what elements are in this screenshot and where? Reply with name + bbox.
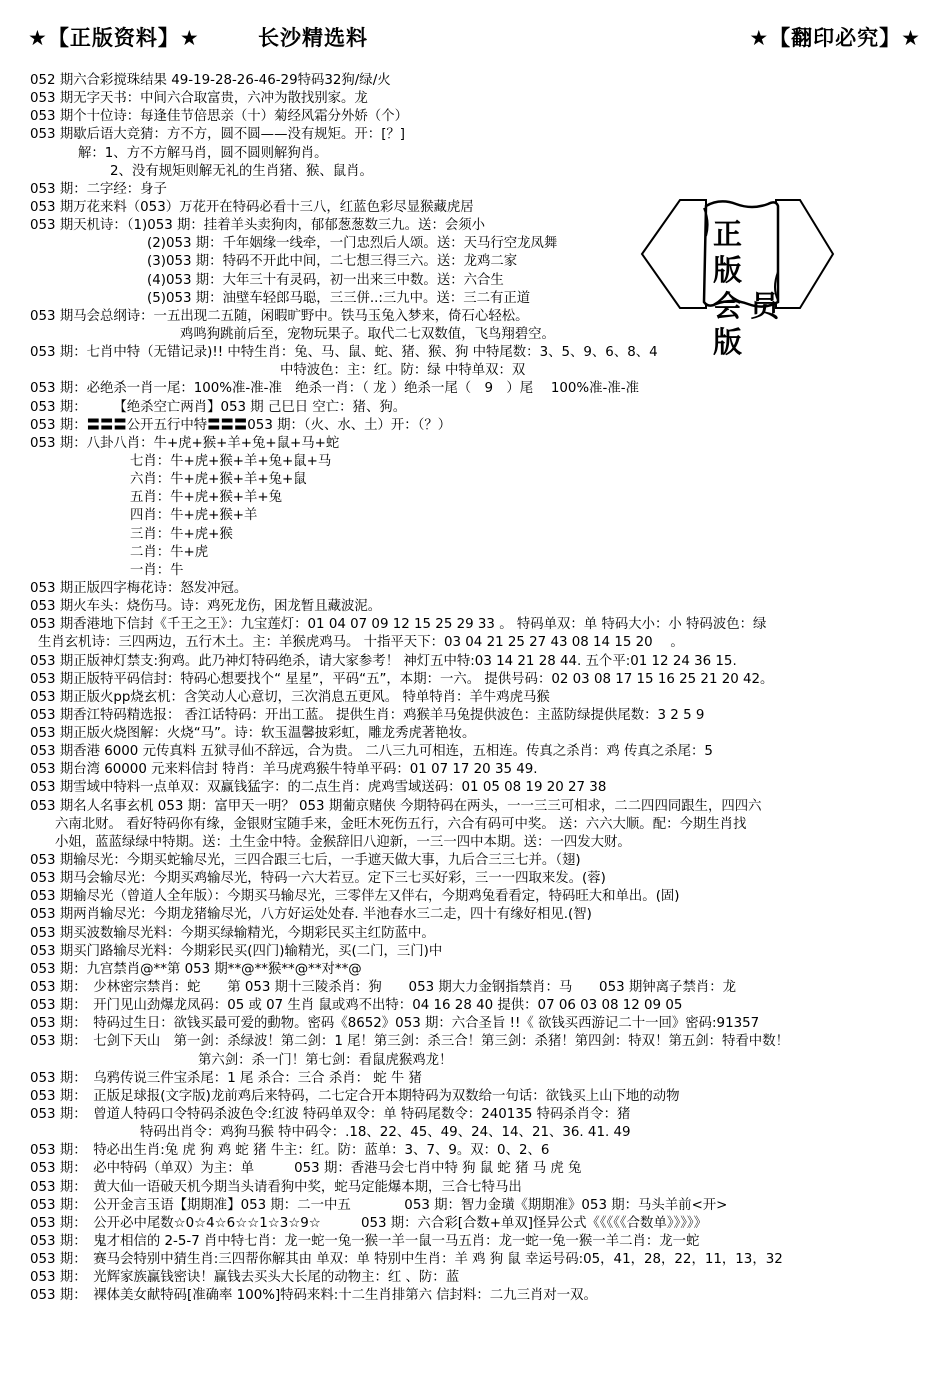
text-line-content: 053 期： 开门见山劲爆龙凤码：05 或 07 生肖 鼠或鸡不出特：04 16 28 40 提供：07 06 03 08 12 09 05: [30, 998, 683, 1014]
text-line-content: 053 期： 【绝杀空亡两肖】053 期 己巳日 空亡：猪、狗。: [30, 399, 407, 415]
text-line-content: 五肖：牛+虎+猴+羊+兔: [130, 490, 283, 506]
text-line-content: 二肖：牛+虎: [130, 544, 209, 560]
text-line: [30, 290, 930, 308]
text-line: [30, 380, 930, 398]
text-line-content: (4)053 期：大年三十有灵码，初一出来三中数。送：六合生: [147, 272, 504, 288]
text-line-content: 2、没有规矩则解无礼的生肖猪、猴、鼠肖。: [110, 163, 373, 179]
text-line-content: 053 期： 曾道人特码口令特码杀波色令:红波 特码单双令：单 特码尾数令：240135 特码杀肖令：猪: [30, 1107, 631, 1123]
text-line: [30, 544, 930, 562]
text-line-content: 053 期马会输尽光：今期买鸡输尽光，特码一六大若豆。定下三七买好彩，三一一四取来发。(蓉): [30, 871, 606, 887]
text-line-content: 053 期： 少林密宗禁肖：蛇 第 053 期十三陵杀肖：狗 053 期大力金钢指禁肖：马 053 期钟离子禁肖：龙: [30, 980, 737, 996]
text-line: [30, 870, 930, 888]
text-line-content: (3)053 期：特码不开此中间，二七想三得三六。送：龙鸡二家: [147, 254, 518, 270]
text-line: [30, 126, 930, 144]
text-line: [30, 906, 930, 924]
text-line: [30, 235, 930, 253]
text-line: [30, 707, 930, 725]
text-line: [30, 526, 930, 544]
text-line: [30, 852, 930, 870]
text-line: [30, 326, 930, 344]
text-line-content: 053 期：必绝杀一肖一尾：100%准-准-准 绝杀一肖：（ 龙 ）绝杀一尾（ 9 ）尾 100%准-准-准: [30, 381, 639, 397]
text-line-content: 053 期： 裸体美女献特码[准确率 100%]特码来料:十二生肖排第六 信封料：二九三肖对一双。: [30, 1288, 597, 1304]
text-line-content: 053 期： 光辉家族赢钱密诀！赢钱去买头大长尾的动物主：红 、防：蓝: [30, 1270, 460, 1286]
text-line: [30, 671, 930, 689]
text-line-content: 053 期香江特码精选报： 香江话特码：开出工蓝。 提供生肖：鸡猴羊马兔提供波色：主蓝防绿提供尾数：3 2 5 9: [30, 707, 705, 723]
header-left: ★【正版资料】★: [28, 26, 200, 50]
text-line: [30, 1215, 930, 1233]
text-line: [30, 199, 930, 217]
text-line-content: 053 期两肖输尽光：今期龙猪输尽光，八方好运处处春. 半池春水三二走，四十有缘好相见.(智): [30, 907, 592, 923]
text-line: [30, 689, 930, 707]
text-line: [30, 1160, 930, 1178]
text-line: [30, 580, 930, 598]
text-line: [30, 108, 930, 126]
text-line-content: 鸡鸣狗跳前后至，宠物玩果子。取代二七双数值，飞鸟翔碧空。: [180, 326, 555, 342]
text-line: [30, 779, 930, 797]
text-line-content: 053 期正版四字梅花诗：怒发冲冠。: [30, 580, 248, 596]
text-line: [30, 598, 930, 616]
page-title: 长沙精选料: [258, 26, 368, 50]
text-line-content: 六肖：牛+虎+猴+羊+兔+鼠: [130, 472, 307, 488]
text-line: [30, 616, 930, 634]
text-line: [30, 979, 930, 997]
text-line-content: 053 期： 乌鸦传说三件宝杀尾：1 尾 杀合：三合 杀肖： 蛇 牛 猪: [30, 1070, 422, 1086]
text-line: [30, 1124, 930, 1142]
text-line-content: 053 期： 公开金言玉语【期期准】053 期：二一中五 053 期：智力金璜《期期准》053 期：马头羊前<开>: [30, 1197, 728, 1213]
text-line-content: 第六剑：杀一门！第七剑：看鼠虎猴鸡龙！: [198, 1052, 453, 1068]
text-line-content: 三肖：牛+虎+猴: [130, 526, 233, 542]
text-line: [30, 1070, 930, 1088]
text-line-content: 053 期万花来料（053）万花开在特码必看十三八，红蓝色彩尽显猴藏虎居: [30, 199, 474, 215]
text-line-content: 六南北财。 看好特码你有缘，金银财宝随手来，金旺木死伤五行，六合有码可中奖。 送：六六大顺。配：今期生肖找: [55, 816, 747, 832]
header-right: ★【翻印必究】★: [749, 26, 921, 50]
text-line-content: 053 期： 特必出生肖:兔 虎 狗 鸡 蛇 猪 牛主：红。防：蓝单：3、7、9。双：0、2、6: [30, 1143, 550, 1159]
text-line-content: 053 期： 鬼才相信的 2-5-7 肖中特七肖：龙一蛇一兔一猴一羊一鼠一马五肖：龙一蛇一兔一猴一羊二肖：龙一蛇: [30, 1234, 700, 1249]
text-line: [30, 163, 930, 181]
text-line-content: (2)053 期：千年姻缘一线牵，一门忠烈后人颂。送：天马行空龙凤舞: [147, 236, 558, 252]
badge-line-1: 正 版: [713, 217, 751, 287]
text-line: [30, 634, 930, 652]
text-line-content: 053 期台湾 60000 元来料信封 特肖：羊马虎鸡猴牛特单平码：01 07 17 20 35 49.: [30, 762, 538, 778]
text-line: [30, 217, 930, 235]
text-line: [30, 1015, 930, 1033]
text-line-content: 053 期： 赛马会特别中猜生肖:三四帮你解其由 单双：单 特别中生肖：羊 鸡 狗 鼠 幸运号码:05，41，28，22，11，13，32: [30, 1252, 783, 1268]
text-line-content: 解：1、方不方解马肖，圆不圆则解狗肖。: [78, 145, 328, 161]
text-line-content: 053 期香港地下信封《千王之王》：九宝莲灯：01 04 07 09 12 15 25 29 33 。 特码单双：单 特码大小：小 特码波色：绿: [30, 617, 767, 633]
text-line-content: 053 期买门路输尽光料：今期彩民买(四门)输精光，买(二门，三门)中: [30, 943, 443, 959]
text-line-content: (5)053 期：油壁车轻郎马聪，三三併..:三九中。送：三二有正道: [147, 290, 531, 306]
text-line-content: 053 期输尽光：今期买蛇输尽光，三四合跟三七后，一手遮天做大事，九后合三三七并。（翅): [30, 853, 581, 869]
text-line-content: 053 期： 公开必中尾数☆0☆4☆6☆☆1☆3☆9☆ 053 期：六合彩[合数+单双]怪异公式《《《《《合数单》》》》》: [30, 1215, 707, 1231]
text-line: [30, 1106, 930, 1124]
text-line: [30, 1251, 930, 1269]
text-line-content: 053 期歇后语大竞猜：方不方，圆不圆——没有规矩。开：[？]: [30, 127, 406, 143]
text-line-content: 053 期火车头：烧伤马。诗：鸡死龙伤，困龙暂且藏波泥。: [30, 599, 382, 615]
text-line-content: 生肖玄机诗：三四两边，五行木土。主：羊猴虎鸡马。 十指平天下：03 04 21 25 27 43 08 14 15 20 。: [38, 635, 684, 651]
text-line-content: 053 期：〓〓〓公开五行中特〓〓〓053 期：（火、水、土）开：（？）: [30, 417, 452, 433]
text-line: [30, 761, 930, 779]
text-line: [30, 471, 930, 489]
text-line: [30, 145, 930, 163]
text-line: [30, 489, 930, 507]
text-line-content: 053 期正版火烧图解：火烧“马”。诗：软玉温馨披彩虹，雕龙秀虎著艳妆。: [30, 726, 476, 742]
text-line-content: 一肖：牛: [130, 562, 184, 578]
text-line: [30, 834, 930, 852]
text-line-content: 053 期： 正版足球报(文字版)龙前鸡后来特码，二七定合开本期特码为双数给一句话：欲钱买上山下地的动物: [30, 1088, 680, 1104]
text-line: [30, 743, 930, 761]
text-line-content: 中特波色：主：红。防：绿 中特单双：双: [280, 363, 526, 379]
text-line: [30, 1179, 930, 1197]
text-line: [30, 253, 930, 271]
text-line-content: 053 期马会总纲诗：一五出现二五随，闲暇旷野中。铁马玉兔入梦来，倚石心轻松。: [30, 308, 529, 324]
text-line: [30, 1033, 930, 1051]
text-line: [30, 943, 930, 961]
text-line: [30, 798, 930, 816]
text-line: [30, 925, 930, 943]
text-line: [30, 435, 930, 453]
text-line-content: 053 期香港 6000 元传真料 五狱寻仙不辞远，合为贵。 二八三九可相连，五相连。传真之杀肖：鸡 传真之杀尾：5: [30, 744, 713, 760]
text-line-content: 053 期买波数输尽光料：今期买绿输精光，今期彩民买主红防蓝中。: [30, 925, 435, 941]
text-line-content: 053 期名人名事玄机 053 期：富甲天一明？ 053 期葡京赌侠 今期特码在两头，一一三三可相求，二二四四同跟生，四四六: [30, 798, 762, 814]
text-line: [30, 1142, 930, 1160]
text-line: [30, 1233, 930, 1251]
text-line-content: 053 期：八卦八肖：牛+虎+猴+羊+兔+鼠+马+蛇: [30, 435, 340, 451]
text-line: [30, 453, 930, 471]
text-line: [30, 1287, 930, 1305]
text-line: [30, 961, 930, 979]
text-line-content: 053 期：二字经：身子: [30, 181, 167, 197]
text-line: [30, 417, 930, 435]
text-line: [30, 653, 930, 671]
text-line: [30, 362, 930, 380]
text-line: [30, 507, 930, 525]
text-line-content: 053 期个十位诗：每逢佳节倍思亲（十）菊经风霜分外娇（个）: [30, 109, 408, 125]
text-line-content: 053 期： 黄大仙一语破天机今期当头请看狗中奖，蛇马定能爆本期，三合七特马出: [30, 1179, 522, 1195]
text-line-content: 053 期雪域中特料一点单双：双赢钱猛字：的二点生肖：虎鸡雪域送码：01 05 08 19 20 27 38: [30, 780, 607, 796]
text-line-content: 053 期： 必中特码（单双）为主：单 053 期：香港马会七肖中特 狗 鼠 蛇 猪 马 虎 兔: [30, 1161, 582, 1177]
text-line-content: 052 期六合彩搅珠结果 49-19-28-26-46-29特码32狗/绿/火: [30, 73, 391, 88]
text-line: [30, 1088, 930, 1106]
text-line-content: 四肖：牛+虎+猴+羊: [130, 508, 258, 524]
text-line-content: 053 期正版神灯禁支:狗鸡。此乃神灯特码绝杀，请大家参考！ 神灯五中特:03 14 21 28 44. 五个平:01 12 24 36 15.: [30, 653, 737, 669]
text-line-content: 053 期：九宫禁肖@**第 053 期**@**猴**@**对**@: [30, 961, 362, 977]
text-line-content: 053 期： 特码过生日：欲钱买最可爱的動物。密码《8652》053 期：六合圣旨 !!《 欲钱买西游记二十一回》密码:91357: [30, 1016, 760, 1032]
text-line: [30, 272, 930, 290]
text-line: [30, 399, 930, 417]
text-line: [30, 344, 930, 362]
text-line: [30, 997, 930, 1015]
text-line-content: 053 期：七肖中特（无错记录)!! 中特生肖：兔、马、鼠、蛇、猪、猴、狗 中特尾数：3、5、9、6、8、4: [30, 345, 658, 361]
text-line-content: 053 期无字天书：中间六合取富贵，六冲为散找别家。龙: [30, 91, 368, 107]
text-line-content: 053 期正版特平码信封：特码心想要找个“ 星星”，平码“五”，本期：一六。 提供号码：02 03 08 17 15 16 25 21 20 42。: [30, 671, 774, 687]
text-line: [30, 562, 930, 580]
text-line-content: 特码出肖令：鸡狗马猴 特中码令：.18、22、45、49、24、14、21、36. 41. 49: [140, 1125, 631, 1141]
text-line: [30, 888, 930, 906]
text-line: [30, 1052, 930, 1070]
text-line: [30, 181, 930, 199]
text-line: [30, 816, 930, 834]
text-line-content: 七肖：牛+虎+猴+羊+兔+鼠+马: [130, 453, 332, 469]
text-line: [30, 1197, 930, 1215]
text-line-content: 053 期天机诗：（1)053 期：挂着羊头卖狗肉，郁郁葱葱数三九。送：会须小: [30, 218, 485, 234]
text-line: [30, 72, 930, 90]
content-lines: [30, 72, 930, 1306]
text-line: [30, 1269, 930, 1287]
text-line-content: 053 期输尽光（曾道人全年版）：今期买马输尽光，三零伴左又伴右，今期鸡兔看看定，特码旺大和单出。(固): [30, 889, 680, 905]
text-line-content: 053 期： 七剑下天山 第一剑：杀绿波！第二剑：1 尾！第三剑：杀三合！第三剑：杀猪！第四剑：特双！第五剑：特看中数！: [30, 1034, 789, 1050]
badge-line-2: 会员版: [713, 289, 788, 359]
text-line: [30, 308, 930, 326]
text-line: [30, 90, 930, 108]
text-line-content: 小姐，蓝蓝绿绿中特期。送：土生金中特。金猴辞旧八迎新，一三一四中本期。送：一四发大财。: [55, 834, 631, 850]
text-line-content: 053 期正版火pp烧玄机：含笑动人心意切，三次消息五更风。 特单特肖：羊牛鸡虎马猴: [30, 689, 550, 705]
text-line: [30, 725, 930, 743]
